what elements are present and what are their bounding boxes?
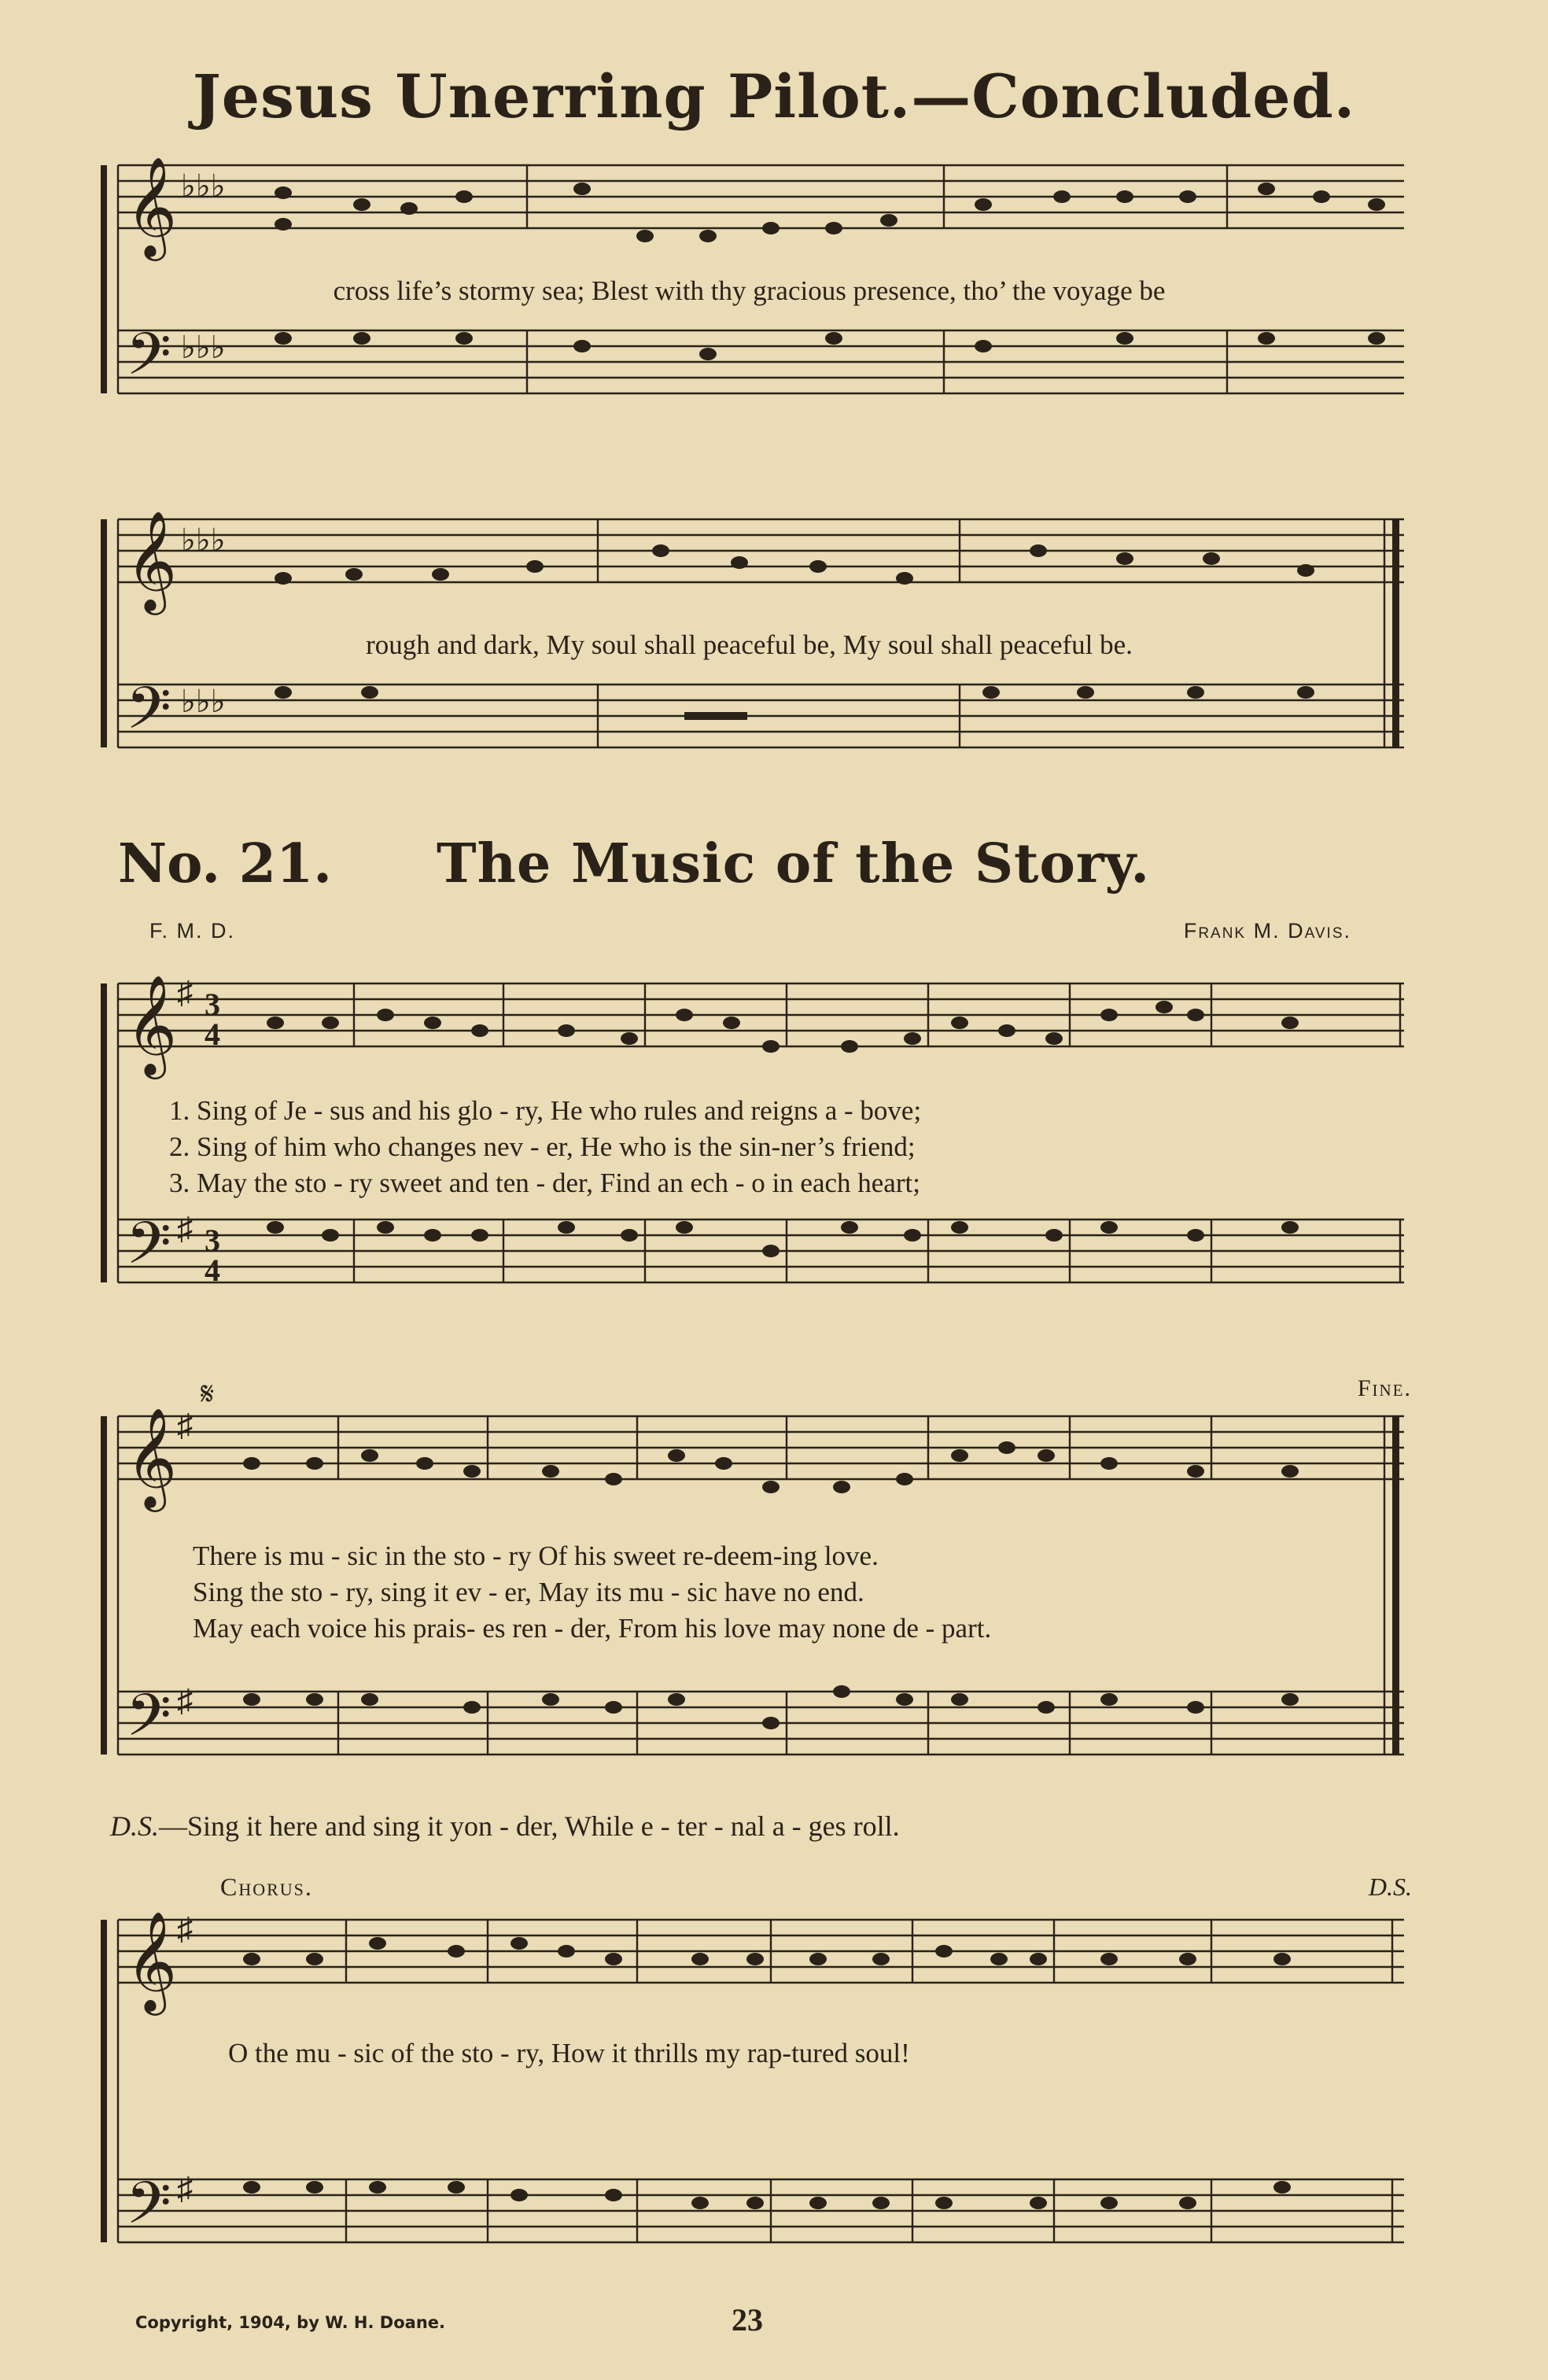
ds-prefix: D.S. (110, 1810, 159, 1842)
svg-text:3: 3 (205, 987, 220, 1022)
composer-credit: Frank M. Davis. (1183, 919, 1351, 943)
svg-text:4: 4 (205, 1017, 220, 1052)
music-system-4 (94, 1369, 1412, 1794)
svg-text:𝄋: 𝄋 (201, 1376, 215, 1411)
svg-text:𝄢: 𝄢 (126, 1209, 171, 1292)
verse-3-lyric: 3. May the sto - ry sweet and ten - der, Find an ech - o in each heart; (169, 1168, 920, 1198)
page-number: 23 (732, 2302, 763, 2338)
lyric-line: rough and dark, My soul shall peaceful be, My soul shall peaceful be. (366, 629, 1133, 660)
svg-text:♭♭♭: ♭♭♭ (181, 522, 226, 558)
svg-text:♭♭♭: ♭♭♭ (181, 168, 226, 204)
svg-text:♯: ♯ (177, 2171, 193, 2206)
svg-text:♯: ♯ (177, 975, 193, 1010)
fine-mark: Fine. (1357, 1375, 1412, 1401)
hymn-number: No. 21. (118, 832, 332, 895)
svg-text:𝄞: 𝄞 (126, 1407, 178, 1507)
refrain-verse-1-lyric: There is mu - sic in the sto - ry Of his sweet re-deem-ing love. (193, 1541, 879, 1571)
chorus-lyric: O the mu - sic of the sto - ry, How it thrills my rap-tured soul! (228, 2038, 910, 2068)
ds-lyric: —Sing it here and sing it yon - der, While e - ter - nal a - ges roll. (159, 1810, 900, 1842)
copyright-notice: Copyright, 1904, by W. H. Doane. (135, 2313, 445, 2332)
refrain-verse-3-lyric: May each voice his prais- es ren - der, From his love may none de - part. (193, 1613, 992, 1644)
svg-text:𝄞: 𝄞 (126, 156, 178, 256)
verse-1-lyric: 1. Sing of Je - sus and his glo - ry, He who rules and reigns a - bove; (169, 1095, 922, 1126)
grand-staff-2 (94, 504, 1404, 818)
grand-staff-chorus (94, 1873, 1404, 2266)
music-system-2 (94, 504, 1404, 818)
svg-text:♭♭♭: ♭♭♭ (181, 330, 226, 365)
grand-staff-1 (94, 149, 1404, 480)
verse-2-lyric: 2. Sing of him who changes nev - er, He who is the sin-ner’s friend; (169, 1131, 916, 1162)
svg-text:♯: ♯ (177, 1911, 193, 1946)
lyric-line: cross life’s stormy sea; Blest with thy gracious presence, tho’ the voyage be (333, 275, 1166, 306)
hymn-title: The Music of the Story. (437, 832, 1151, 895)
svg-text:4: 4 (205, 1253, 220, 1288)
svg-text:𝄞: 𝄞 (126, 974, 178, 1075)
svg-text:♯: ♯ (177, 1408, 193, 1443)
svg-text:𝄞: 𝄞 (126, 510, 178, 611)
svg-text:𝄞: 𝄞 (126, 1910, 178, 2011)
music-system-1 (94, 149, 1404, 480)
svg-text:𝄢: 𝄢 (126, 2169, 171, 2252)
svg-text:3: 3 (205, 1223, 220, 1258)
ds-mark: D.S. (1368, 1873, 1412, 1901)
music-system-3 (94, 960, 1404, 1322)
continued-hymn-title: Jesus Unerring Pilot.—Concluded. (192, 61, 1356, 131)
svg-text:𝄢: 𝄢 (126, 320, 171, 403)
refrain-verse-2-lyric: Sing the sto - ry, sing it ev - er, May its mu - sic have no end. (193, 1577, 864, 1607)
svg-text:♭♭♭: ♭♭♭ (181, 684, 226, 719)
chorus-label: Chorus. (220, 1873, 313, 1901)
svg-text:𝄢: 𝄢 (126, 1681, 171, 1764)
author-credit: F. M. D. (149, 919, 235, 943)
svg-text:𝄢: 𝄢 (126, 674, 171, 757)
svg-text:♯: ♯ (177, 1211, 193, 1246)
music-system-chorus (94, 1873, 1412, 2266)
da-segno-lyric-line (110, 1810, 900, 1843)
svg-text:♯: ♯ (177, 1683, 193, 1718)
